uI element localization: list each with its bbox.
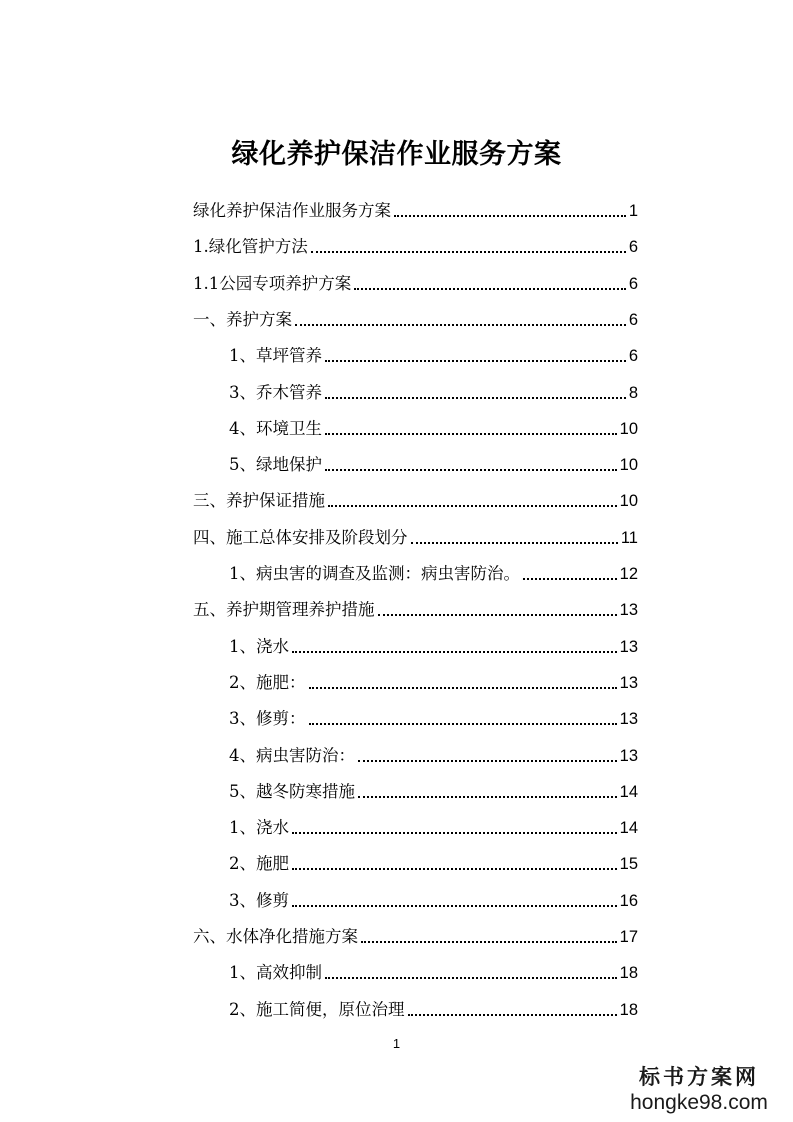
toc-entry-page: 16: [619, 892, 638, 910]
toc-entry-title: 1.1公园专项养护方案: [193, 274, 352, 293]
toc-entry[interactable]: [193, 483, 638, 519]
toc-entry[interactable]: [229, 447, 638, 483]
toc-dot-leader: [295, 302, 626, 338]
toc-entry[interactable]: [193, 592, 638, 628]
toc-entry[interactable]: [229, 665, 638, 701]
toc-entry[interactable]: [229, 375, 638, 411]
toc-entry[interactable]: [193, 193, 638, 229]
toc-entry-title: 1.绿化管护方法: [193, 237, 308, 256]
toc-entry-page: 1: [628, 202, 638, 220]
watermark-url: hongke98.com: [630, 1091, 768, 1114]
watermark-name: 标书方案网: [639, 1064, 759, 1089]
toc-dot-leader: [325, 375, 626, 411]
toc-entry-title: 三、养护保证措施: [193, 491, 325, 510]
toc-entry[interactable]: [193, 520, 638, 556]
toc-entry[interactable]: [229, 629, 638, 665]
toc-entry-page: 14: [619, 819, 638, 837]
toc-dot-leader: [325, 955, 617, 991]
toc-entry[interactable]: [229, 992, 638, 1028]
toc-entry-title: 3、修剪: [229, 891, 289, 910]
toc-entry-title: 5、越冬防寒措施: [229, 782, 355, 801]
toc-entry-title: 3、乔木管养: [229, 383, 322, 402]
toc-entry-title: 一、养护方案: [193, 310, 292, 329]
toc-dot-leader: [309, 665, 617, 701]
toc-entry-title: 1、病虫害的调查及监测：病虫害防治。: [229, 564, 520, 583]
toc-entry[interactable]: [229, 338, 638, 374]
toc-entry-page: 8: [628, 384, 638, 402]
toc-entry-page: 10: [619, 420, 638, 438]
toc-entry-title: 1、草坪管养: [229, 346, 322, 365]
toc-entry-title: 六、水体净化措施方案: [193, 927, 358, 946]
toc-entry[interactable]: [193, 266, 638, 302]
toc-entry-title: 四、施工总体安排及阶段划分: [193, 528, 408, 547]
toc-dot-leader: [394, 193, 626, 229]
toc-entry-page: 14: [619, 783, 638, 801]
toc-dot-leader: [358, 738, 617, 774]
toc-entry-title: 五、养护期管理养护措施: [193, 600, 375, 619]
toc-entry[interactable]: [229, 883, 638, 919]
toc-entry-page: 18: [619, 964, 638, 982]
toc-entry-page: 15: [619, 855, 638, 873]
toc-entry-page: 6: [628, 347, 638, 365]
toc-entry-title: 1、浇水: [229, 818, 289, 837]
toc-entry-page: 6: [628, 238, 638, 256]
toc-entry[interactable]: [229, 701, 638, 737]
toc-entry-page: 13: [619, 747, 638, 765]
toc-dot-leader: [292, 810, 617, 846]
toc-entry-page: 13: [619, 601, 638, 619]
toc-dot-leader: [309, 701, 617, 737]
toc-entry-title: 5、绿地保护: [229, 455, 322, 474]
toc-entry[interactable]: [229, 738, 638, 774]
toc-dot-leader: [325, 338, 626, 374]
document-title: 绿化养护保洁作业服务方案: [231, 139, 562, 171]
toc-dot-leader: [292, 629, 617, 665]
toc-dot-leader: [325, 447, 617, 483]
toc-entry-page: 12: [619, 565, 638, 583]
toc-entry-page: 18: [619, 1001, 638, 1019]
toc-entry-title: 3、修剪：: [229, 709, 306, 728]
toc-dot-leader: [361, 919, 617, 955]
toc-entry[interactable]: [229, 556, 638, 592]
toc-entry-page: 6: [628, 311, 638, 329]
toc-entry[interactable]: [229, 955, 638, 991]
toc-entry-page: 10: [619, 492, 638, 510]
toc-entry-title: 2、施工简便，原位治理: [229, 1000, 405, 1019]
toc-entry-title: 2、施肥：: [229, 673, 306, 692]
toc-dot-leader: [523, 556, 617, 592]
toc-entry-title: 4、环境卫生: [229, 419, 322, 438]
watermark: [619, 1064, 779, 1116]
toc-dot-leader: [292, 846, 617, 882]
toc-entry-page: 6: [628, 275, 638, 293]
toc-dot-leader: [358, 774, 617, 810]
toc-entry-title: 2、施肥: [229, 854, 289, 873]
toc-entry[interactable]: [193, 229, 638, 265]
toc-entry-page: 13: [619, 710, 638, 728]
toc-entry[interactable]: [229, 411, 638, 447]
toc-entry-page: 17: [619, 928, 638, 946]
toc-dot-leader: [354, 266, 626, 302]
toc-dot-leader: [325, 411, 617, 447]
toc-dot-leader: [311, 229, 626, 265]
toc-entry[interactable]: [229, 810, 638, 846]
toc-entry[interactable]: [193, 919, 638, 955]
toc-entry-page: 11: [620, 529, 638, 547]
toc-entry-title: 1、高效抑制: [229, 963, 322, 982]
toc-entry-title: 绿化养护保洁作业服务方案: [193, 201, 391, 220]
toc-entry-page: 13: [619, 674, 638, 692]
toc-entry-page: 13: [619, 638, 638, 656]
toc-dot-leader: [378, 592, 617, 628]
toc-entry[interactable]: [229, 846, 638, 882]
toc-dot-leader: [411, 520, 618, 556]
toc-dot-leader: [408, 992, 617, 1028]
page-number: 1: [392, 1036, 401, 1051]
toc-entry-page: 10: [619, 456, 638, 474]
toc-dot-leader: [292, 883, 617, 919]
toc-entry-title: 4、病虫害防治：: [229, 746, 355, 765]
toc-dot-leader: [328, 483, 617, 519]
toc-entry-title: 1、浇水: [229, 637, 289, 656]
toc-entry[interactable]: [193, 302, 638, 338]
toc-entry[interactable]: [229, 774, 638, 810]
